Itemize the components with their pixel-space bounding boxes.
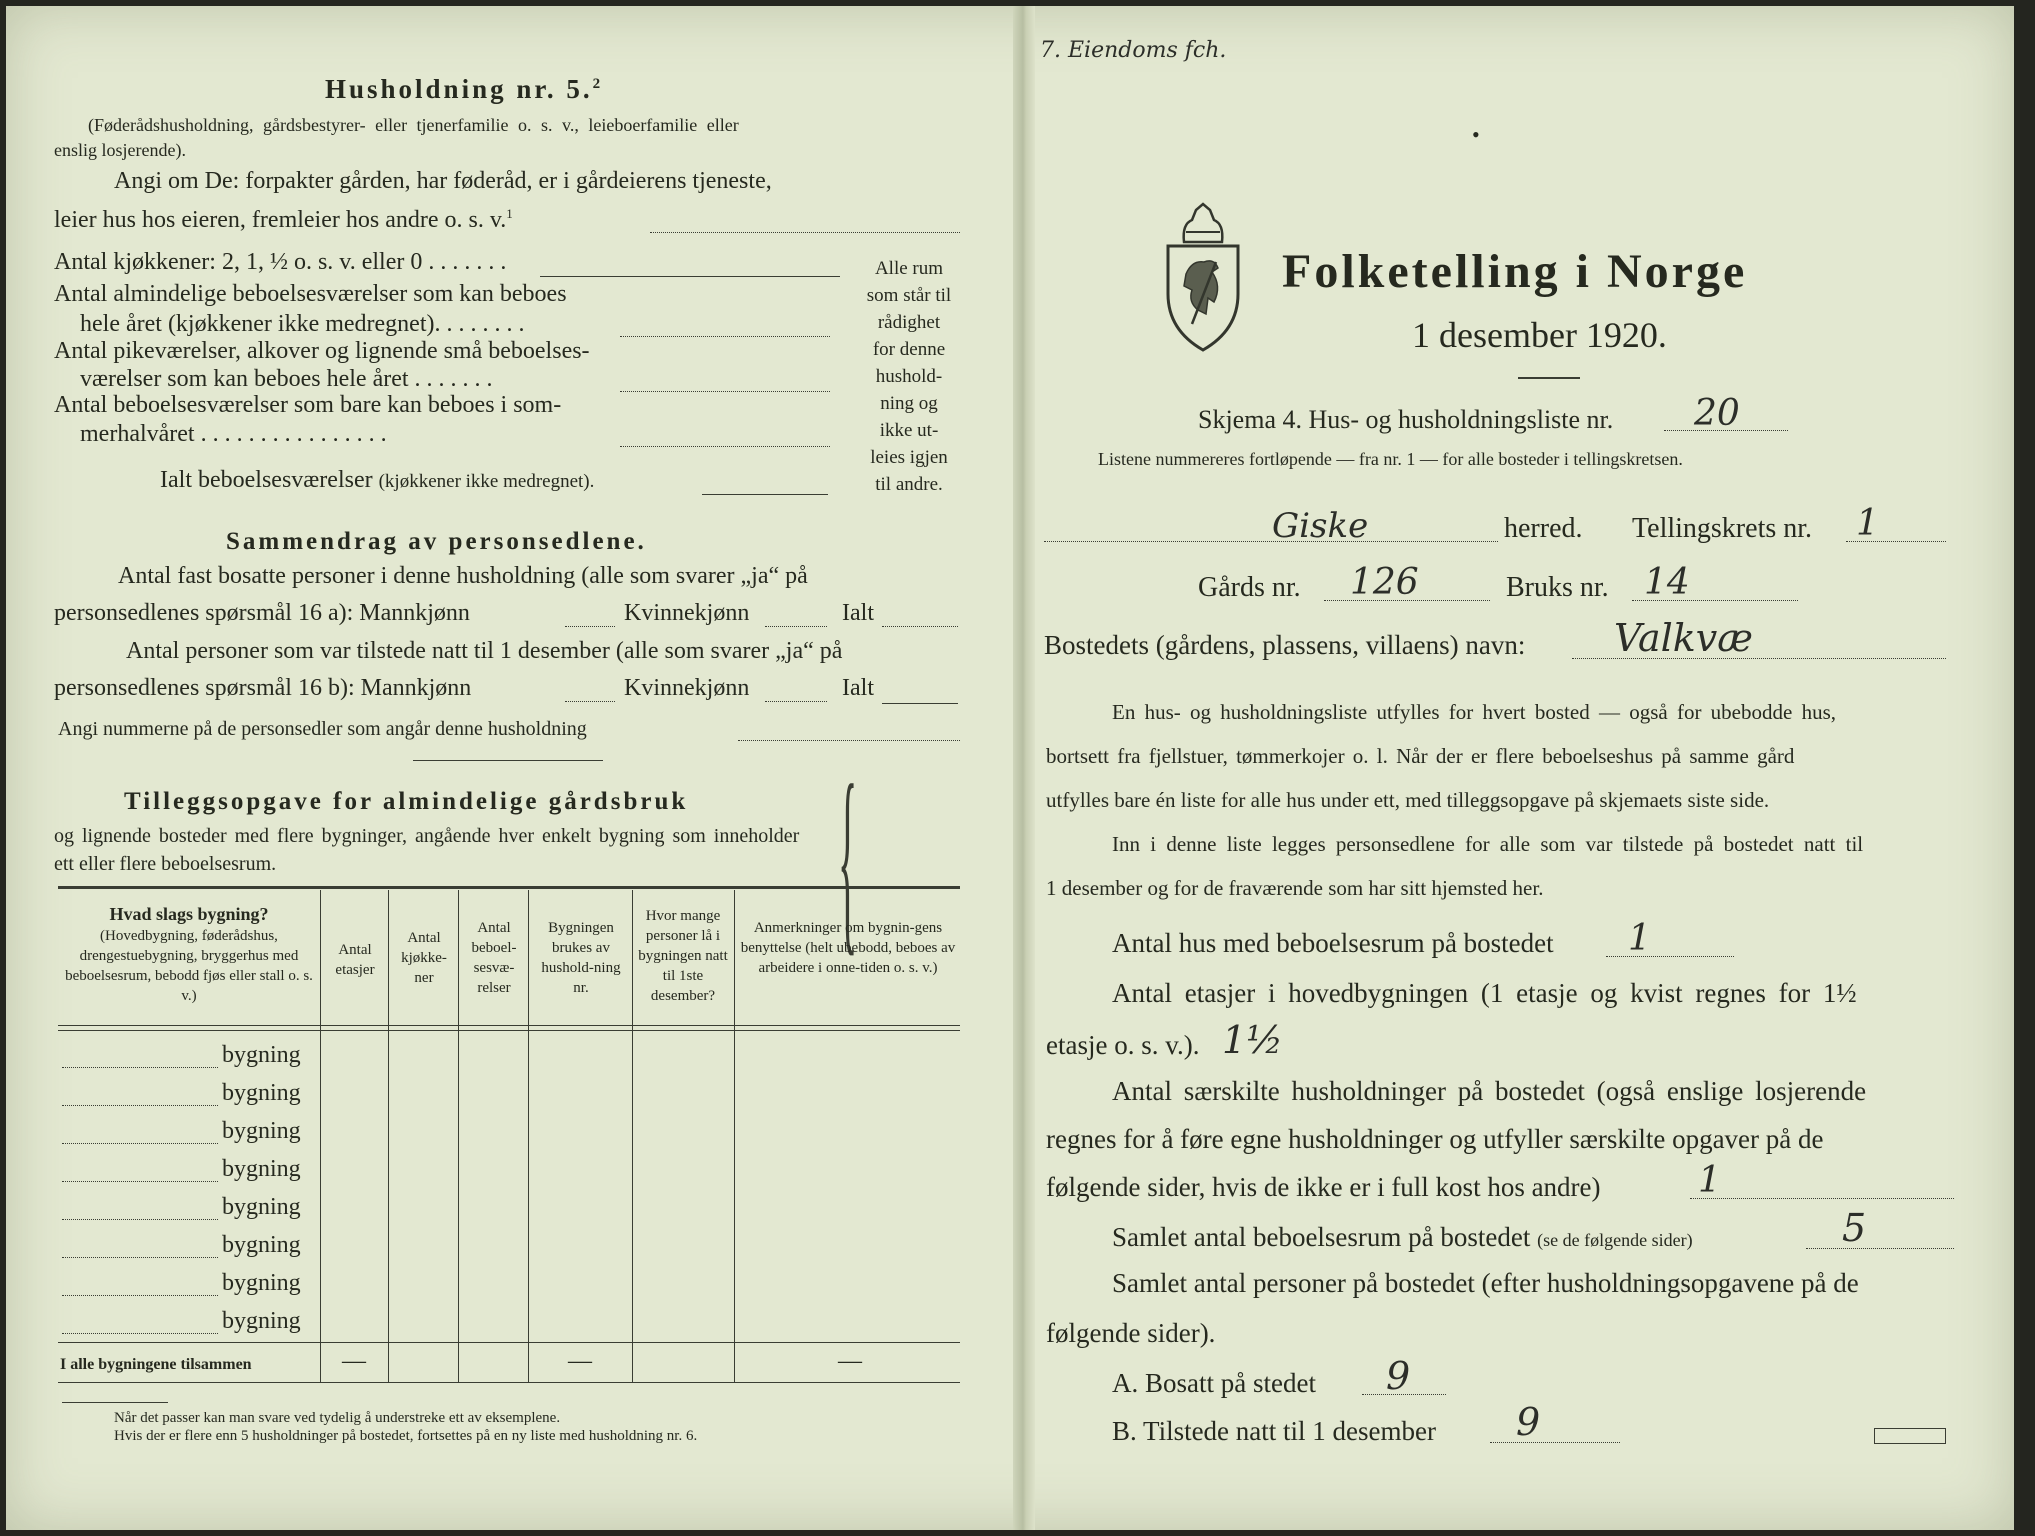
ordinary-line: [620, 336, 830, 337]
mann-line-b: [565, 701, 615, 702]
bruks-value: 14: [1644, 562, 1690, 603]
footnote-rule: [62, 1402, 168, 1403]
numbers-line: [738, 740, 960, 741]
ialt-b: Ialt: [842, 675, 874, 701]
antal-hus-label: Antal hus med beboelsesrum på bostedet: [1112, 928, 1554, 958]
printer-stamp: [1874, 1428, 1946, 1444]
col-building-type: Hvad slags bygning? (Hovedbygning, føderådshus, drengestuebygning, bryggerhus med beboelsesrum, bebodd fjøs eller stall o. s. v.): [65, 904, 313, 1004]
husholdninger-line: [1690, 1198, 1954, 1199]
page-fold: [1013, 6, 1035, 1530]
tilstede-label: B. Tilstede natt til 1 desember: [1112, 1416, 1436, 1446]
kvinne-a: Kvinnekjønn: [624, 600, 750, 626]
ink-dot: •: [1472, 122, 1480, 147]
antal-hus-value: 1: [1628, 918, 1651, 959]
intro-line-2: enslig losjerende).: [54, 140, 186, 160]
row-line: [62, 1181, 218, 1182]
footnote-2: Hvis der er flere enn 5 husholdninger på bostedet, fortsettes på en ny liste med husholdning nr. 6.: [114, 1428, 698, 1444]
bosted-label: Bostedets (gårdens, plassens, villaens) navn:: [1044, 630, 1526, 660]
footnote-1: Når det passer kan man svare ved tydelig å understreke ett av eksemplene.: [114, 1410, 561, 1426]
bruks-line: [1632, 600, 1798, 601]
tillegg-line-2: ett eller flere beboelsesrum.: [54, 853, 277, 875]
tillegg-line-1: og lignende bosteder med flere bygninger, angående hver enkelt bygning som inneholder: [54, 825, 800, 847]
table-vline-6: [734, 890, 735, 1382]
bosatt-line: [1362, 1394, 1446, 1395]
total-husholdning: —: [568, 1348, 592, 1374]
tellingskrets-label: Tellingskrets nr.: [1632, 513, 1813, 544]
skjema-nr: 20: [1694, 393, 1740, 434]
divider: [413, 760, 603, 761]
summary-heading: Sammendrag av personsedlene.: [226, 528, 647, 555]
row-line: [62, 1257, 218, 1258]
mann-line-a: [565, 626, 615, 627]
tellingskrets-value: 1: [1856, 503, 1879, 544]
etasjer-line-2: etasje o. s. v.).: [1046, 1030, 1200, 1060]
summary-line-4: personsedlenes spørsmål 16 b): Mannkjønn: [54, 675, 472, 701]
kvinne-line-b: [765, 701, 827, 702]
tilstede-value: 9: [1516, 1400, 1541, 1444]
table-row: bygning: [222, 1232, 301, 1258]
etasjer-line-1: Antal etasjer i hovedbygningen (1 etasje og kvist regnes for 1½: [1112, 978, 1857, 1008]
table-total-label: I alle bygningene tilsammen: [60, 1356, 252, 1373]
rooms-ordinary-1: Antal almindelige beboelsesværelser som kan beboes: [54, 281, 567, 307]
summer-line: [620, 446, 830, 447]
samlet-personer-line-1: Samlet antal personer på bostedet (efter husholdningsopgavene på de: [1112, 1268, 1859, 1298]
samlet-rum-value: 5: [1842, 1206, 1867, 1250]
table-total-rule: [58, 1342, 960, 1343]
table-row: bygning: [222, 1080, 301, 1106]
table-vline-3: [458, 890, 459, 1382]
info-line-1: En hus- og husholdningsliste utfylles for hvert bosted — også for ubebodde hus,: [1112, 700, 1836, 724]
kvinne-line-a: [765, 626, 827, 627]
ialt-rooms-line: [702, 494, 828, 495]
table-vline-2: [388, 890, 389, 1382]
row-line: [62, 1219, 218, 1220]
ialt-line-b: [882, 703, 958, 704]
tilstede-line: [1490, 1442, 1620, 1443]
col-personer: Hvor mange personer lå i bygningen natt til 1ste desember?: [638, 908, 728, 1004]
herred-label: herred.: [1504, 513, 1583, 544]
table-row: bygning: [222, 1194, 301, 1220]
gards-label: Gårds nr.: [1198, 572, 1301, 603]
husholdninger-line-1: Antal særskilte husholdninger på bostedet (også enslige losjerende: [1112, 1076, 1867, 1106]
side-note: Alle rum som står til rådighet for denne hushold- ning og ikke ut- leies igjen til andre.: [866, 258, 952, 495]
gards-value: 126: [1350, 562, 1419, 603]
table-header-rule-2: [58, 1030, 960, 1031]
summary-line-2: personsedlenes spørsmål 16 a): Mannkjønn: [54, 600, 470, 626]
ialt-a: Ialt: [842, 600, 874, 626]
etasjer-value: 1½: [1222, 1018, 1284, 1062]
info-line-2: bortsett fra fjellstuer, tømmerkojer o. l. Når der er flere beboelseshus på samme gård: [1046, 744, 1795, 768]
col-husholdning-nr: Bygningen brukes av hushold-ning nr.: [541, 920, 621, 996]
samlet-rum-line: [1806, 1248, 1954, 1249]
skjema-nr-line: [1664, 430, 1788, 431]
antal-hus-line: [1606, 956, 1734, 957]
row-line: [62, 1143, 218, 1144]
listene-note: Listene nummereres fortløpende — fra nr. 1 — for alle bosteder i tellingskretsen.: [1098, 449, 1683, 469]
bosted-line: [1572, 658, 1946, 659]
skjema-label: Skjema 4. Hus- og husholdningsliste nr.: [1198, 405, 1614, 434]
ialt-line-a: [882, 626, 958, 627]
col-kjokkener: Antal kjøkke-ner: [401, 930, 447, 986]
document-title: Folketelling i Norge: [1282, 245, 1748, 298]
angi-numbers: Angi nummerne på de personsedler som angår denne husholdning: [58, 718, 587, 740]
bosted-value: Valkvæ: [1614, 616, 1753, 660]
table-row: bygning: [222, 1042, 301, 1068]
document-date: 1 desember 1920.: [1412, 315, 1667, 355]
table-top-rule: [58, 886, 960, 889]
total-etasjer: —: [342, 1348, 366, 1374]
question-line-1: Angi om De: forpakter gården, har føderåd, er i gårdeierens tjeneste,: [114, 168, 772, 194]
table-row: bygning: [222, 1308, 301, 1334]
bosatt-label: A. Bosatt på stedet: [1112, 1368, 1316, 1398]
question-line-2: leier hus hos eieren, fremleier hos andre o. s. v.$^1$: [54, 206, 513, 233]
rooms-kitchens: Antal kjøkkener: 2, 1, ½ o. s. v. eller 0 . . . . . . .: [54, 249, 507, 275]
small-rooms-line: [620, 391, 830, 392]
summary-line-1: Antal fast bosatte personer i denne husholdning (alle som svarer „ja“ på: [118, 563, 808, 589]
rooms-small-1: Antal pikeværelser, alkover og lignende små beboelses-: [54, 338, 590, 364]
row-line: [62, 1295, 218, 1296]
rooms-ordinary-2: hele året (kjøkkener ikke medregnet). . . . . . . .: [80, 311, 525, 337]
tillegg-heading: Tilleggsopgave for almindelige gårdsbruk: [124, 788, 689, 815]
table-row: bygning: [222, 1270, 301, 1296]
husholdninger-line-2: regnes for å føre egne husholdninger og utfyller særskilte opgaver på de: [1046, 1124, 1824, 1154]
samlet-personer-line-2: følgende sider).: [1046, 1318, 1216, 1348]
herred-line: [1044, 541, 1498, 542]
tellingskrets-line: [1846, 541, 1946, 542]
row-line: [62, 1067, 218, 1068]
bosatt-value: 9: [1386, 1354, 1411, 1398]
rooms-summer-2: merhalvåret . . . . . . . . . . . . . . . .: [80, 421, 387, 447]
row-line: [62, 1333, 218, 1334]
kitchens-line: [540, 276, 840, 277]
husholdninger-line-3: følgende sider, hvis de ikke er i full kost hos andre): [1046, 1172, 1601, 1202]
household-heading: Husholdning nr. 5.$^2$: [325, 74, 604, 104]
corner-note: 7. Eiendoms fch.: [1040, 38, 1227, 63]
info-line-5: 1 desember og for de fraværende som har sitt hjemsted her.: [1046, 876, 1544, 900]
samlet-rum-label: Samlet antal beboelsesrum på bostedet (se de følgende sider): [1112, 1222, 1693, 1252]
total-anmerkninger: —: [838, 1348, 862, 1374]
herred-value: Giske: [1272, 506, 1369, 546]
table-vline-1: [320, 890, 321, 1382]
col-anmerkninger: Anmerkninger om bygnin-gens benyttelse (helt ubebodd, beboes av arbeidere i onne-tiden o. s. v.): [740, 920, 956, 976]
table-bottom-rule: [58, 1382, 960, 1383]
table-header-rule: [58, 1025, 960, 1026]
kvinne-b: Kvinnekjønn: [624, 675, 750, 701]
table-row: bygning: [222, 1118, 301, 1144]
gards-line: [1324, 600, 1490, 601]
coat-of-arms-icon: [1162, 202, 1244, 352]
intro-line-1: (Føderådshusholdning, gårdsbestyrer- eller tjenerfamilie o. s. v., leieboerfamilie eller: [88, 115, 739, 135]
info-line-4: Inn i denne liste legges personsedlene for alle som var tilstede på bostedet natt til: [1112, 832, 1864, 856]
row-line: [62, 1105, 218, 1106]
question-answer-line: [650, 232, 960, 233]
rooms-summer-1: Antal beboelsesværelser som bare kan beboes i som-: [54, 392, 562, 418]
ialt-rooms: Ialt beboelsesværelser (kjøkkener ikke medregnet).: [160, 467, 595, 493]
table-row: bygning: [222, 1156, 301, 1182]
col-etasjer: Antal etasjer: [335, 942, 375, 978]
info-line-3: utfylles bare én liste for alle hus under ett, med tilleggsopgave på skjemaets siste side.: [1046, 788, 1770, 812]
col-beboelsesvaerelser: Antal beboel-sesvæ-relser: [471, 920, 517, 996]
table-vline-5: [632, 890, 633, 1382]
rooms-small-2: værelser som kan beboes hele året . . . . . . .: [80, 366, 493, 392]
summary-line-3: Antal personer som var tilstede natt til 1 desember (alle som svarer „ja“ på: [126, 638, 843, 664]
bruks-label: Bruks nr.: [1506, 572, 1609, 603]
date-rule: [1518, 377, 1580, 379]
husholdninger-value: 1: [1698, 1160, 1721, 1201]
table-vline-4: [528, 890, 529, 1382]
